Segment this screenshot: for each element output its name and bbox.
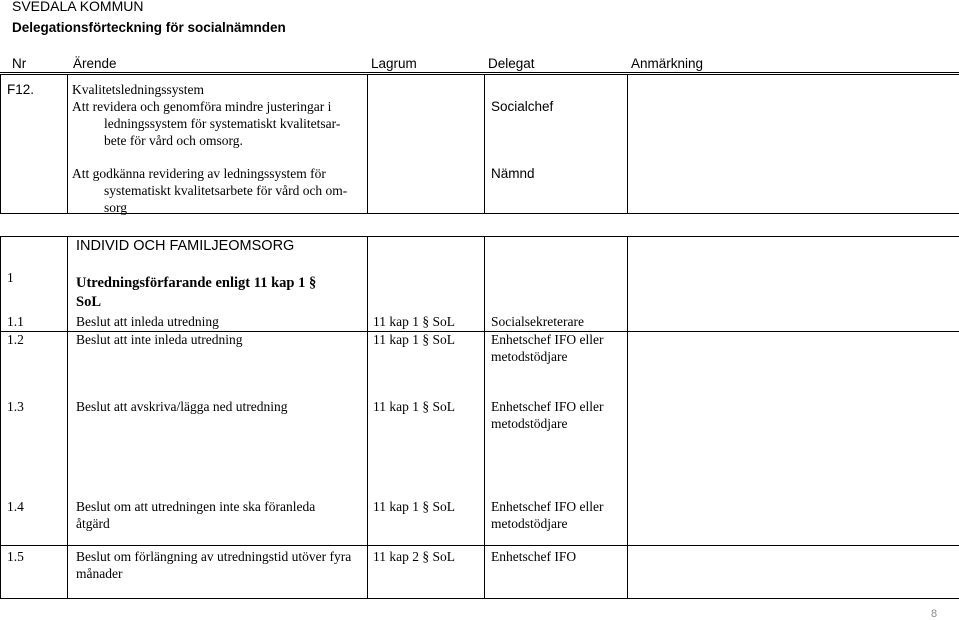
section1-subheading-line1: Utredningsförfarande enligt 11 kap 1 §	[76, 275, 317, 291]
f12-item1-line3: bete för vård och omsorg.	[104, 133, 243, 148]
table2-col-divider	[484, 236, 485, 598]
row-separator	[0, 545, 959, 546]
municipality-name: SVEDALA KOMMUN	[12, 0, 144, 14]
row-number: 1.3	[7, 399, 24, 414]
table1-rule-top-inner	[0, 74, 959, 75]
row-arende-line2: månader	[76, 566, 123, 581]
table1-col-divider	[627, 74, 628, 213]
f12-item2-line2: systematiskt kvalitetsarbete för vård och om-	[104, 183, 348, 198]
table1-col-divider	[0, 74, 1, 213]
section1-number: 1	[7, 270, 14, 285]
f12-heading: Kvalitetsledningssystem	[72, 82, 204, 97]
table1-rule-bottom	[0, 213, 959, 214]
row-arende: Beslut om att utredningen inte ska föranleda	[76, 499, 316, 514]
row-delegat-line2: metodstödjare	[491, 349, 568, 364]
row-delegat: Enhetschef IFO	[491, 549, 577, 564]
row-delegat: Enhetschef IFO eller	[491, 499, 604, 514]
column-header-nr: Nr	[12, 56, 27, 71]
row-delegat: Enhetschef IFO eller	[491, 399, 604, 414]
row-number: 1.4	[7, 499, 24, 514]
table1-col-divider	[367, 74, 368, 213]
row-delegat: Enhetschef IFO eller	[491, 332, 604, 347]
section1-subheading-line2: SoL	[76, 294, 101, 310]
document-title: Delegationsförteckning för socialnämnden	[12, 20, 286, 35]
row-delegat: Socialsekreterare	[491, 314, 584, 329]
f12-item1-delegat: Socialchef	[491, 99, 554, 114]
table1-col-divider	[484, 74, 485, 213]
row-arende-line2: åtgärd	[76, 516, 110, 531]
f12-item1-line2: ledningssystem för systematiskt kvalitetsar-	[104, 116, 341, 131]
row-lagrum: 11 kap 1 § SoL	[373, 399, 455, 414]
f12-item2-line3: sorg	[104, 200, 128, 215]
column-header-arende: Ärende	[73, 56, 117, 71]
row-number: 1.1	[7, 314, 24, 329]
column-header-lagrum: Lagrum	[371, 56, 417, 71]
table2-col-divider	[0, 236, 1, 598]
f12-number: F12.	[7, 82, 35, 97]
f12-item2-delegat: Nämnd	[491, 166, 535, 181]
row-lagrum: 11 kap 1 § SoL	[373, 332, 455, 347]
row-arende: Beslut att inleda utredning	[76, 314, 219, 329]
table1-col-divider	[67, 74, 68, 213]
table2-rule-top	[0, 236, 959, 237]
section1-heading: INDIVID OCH FAMILJEOMSORG	[76, 238, 295, 254]
table2-col-divider	[627, 236, 628, 598]
row-lagrum: 11 kap 2 § SoL	[373, 549, 455, 564]
row-lagrum: 11 kap 1 § SoL	[373, 499, 455, 514]
row-delegat-line2: metodstödjare	[491, 416, 568, 431]
column-header-anmarkning: Anmärkning	[631, 56, 704, 71]
table2-col-divider	[367, 236, 368, 598]
page-number: 8	[931, 608, 938, 620]
column-header-delegat: Delegat	[488, 56, 535, 71]
row-delegat-line2: metodstödjare	[491, 516, 568, 531]
row-arende: Beslut att avskriva/lägga ned utredning	[76, 399, 288, 414]
table2-col-divider	[67, 236, 68, 598]
row-arende: Beslut att inte inleda utredning	[76, 332, 243, 347]
table1-rule-top	[0, 72, 959, 73]
row-number: 1.5	[7, 549, 24, 564]
row-number: 1.2	[7, 332, 24, 347]
f12-item2-line1: Att godkänna revidering av ledningssystem för	[72, 166, 326, 181]
table2-rule-bottom	[0, 598, 959, 599]
row-lagrum: 11 kap 1 § SoL	[373, 314, 455, 329]
row-arende: Beslut om förlängning av utredningstid utöver fyra	[76, 549, 352, 564]
f12-item1-line1: Att revidera och genomföra mindre justeringar i	[72, 99, 332, 114]
